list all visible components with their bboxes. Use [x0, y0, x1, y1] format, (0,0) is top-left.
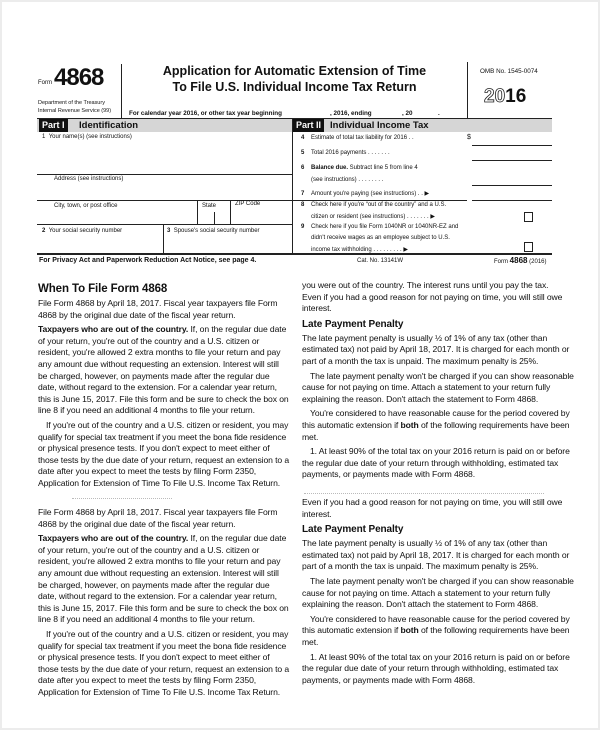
state-field[interactable]: State	[202, 203, 217, 209]
paragraph: Even if you had a good reason for not paying on time, you will still owe interest.	[302, 291, 563, 314]
divider	[292, 200, 467, 201]
form-title-line2: To File U.S. Individual Income Tax Return	[172, 80, 417, 94]
line-number: 6	[301, 165, 305, 171]
dollar-sign: $	[467, 134, 471, 141]
paragraph: File Form 4868 by April 18, 2017. Fiscal year taxpayers file Form 4868 by the original due date of the fiscal year return.	[38, 507, 278, 529]
line-8-cont: citizen or resident (see instructions) . . . . . . . ▶	[311, 214, 435, 220]
paragraph	[302, 408, 574, 443]
line-9	[301, 224, 458, 230]
line-9-cont: didn't receive wages as an employee subject to U.S.	[311, 235, 450, 241]
irs-label: Internal Revenue Service (99)	[38, 108, 112, 114]
bold-lead: Taxpayers who are out of the country.	[38, 324, 189, 335]
divider	[197, 200, 198, 224]
part1-title: Identification	[79, 120, 139, 131]
line-number: 8	[301, 202, 305, 208]
line-number: 3	[167, 228, 171, 234]
line-6-cont: (see instructions) . . . . . . . .	[311, 177, 384, 183]
divider	[72, 498, 172, 499]
bold-word: both	[400, 419, 419, 430]
left-instructions	[38, 282, 290, 493]
address-field[interactable]: Address (see instructions)	[54, 176, 124, 182]
tax-year-dot: .	[438, 110, 440, 117]
form-1040nr-checkbox[interactable]	[524, 242, 533, 252]
tax-year-mid: , 2016, ending	[330, 110, 372, 117]
out-of-country-checkbox[interactable]	[524, 212, 533, 222]
paragraph-text: of the following requirements have been met.	[302, 625, 570, 647]
paragraph: The late payment penalty won't be charged if you can show reasonable cause for not paying on time. Attach a statement to your return fully explaining the reason. Don't attach the statement to Form 4868.	[302, 575, 574, 610]
divider	[37, 224, 292, 225]
year-bold: 16	[505, 86, 527, 107]
form-label: Form	[494, 259, 508, 265]
tax-year-end: , 20	[402, 110, 413, 117]
divider	[467, 62, 468, 119]
department: Department of the Treasury	[38, 100, 105, 106]
spouse-ssn-label: Spouse's social security number	[173, 228, 260, 234]
paragraph: Even if you had a good reason for not paying on time, you will still owe interest.	[302, 497, 563, 519]
left-instructions-repeat	[38, 507, 290, 702]
paragraph-text: If, on the regular due date of your return, you're out of the country and a U.S. citizen or resident, you're allowed 2 extra months to file your return and pay any amount due without requesting an extension. Interest will still be charged, however, on payments made after the regular due date, without regard to the extension. For a calendar year return, this is June 15, 2017. File this form and be sure to check the box on line 8 if you need an additional 4 months to file your return.	[38, 324, 289, 416]
right-instructions-repeat	[302, 497, 574, 689]
footer-form-id	[494, 256, 546, 265]
part1-label: Part I	[39, 119, 68, 132]
paragraph: The late payment penalty won't be charged if you can show reasonable cause for not paying on time. Attach a statement to your return fully explaining the reason. Don't attach the statement to Form 4868.	[302, 370, 574, 404]
line-5	[301, 150, 390, 156]
line-number: 2	[42, 228, 46, 234]
line-8	[301, 202, 446, 208]
bold-word: both	[400, 625, 419, 636]
line-number: 4	[301, 135, 305, 141]
line-7	[301, 190, 429, 197]
line-4	[301, 135, 414, 141]
cat-number: Cat. No. 13141W	[357, 258, 404, 264]
tax-year	[484, 86, 526, 108]
divider	[214, 212, 215, 224]
ssn-label: Your social security number	[48, 228, 123, 234]
section-heading: When To File Form 4868	[38, 283, 168, 295]
paragraph: If you're out of the country and a U.S. citizen or resident, you may qualify for special tax treatment if you meet the bona fide residence or physical presence tests. If you don't expect to meet either of those tests by the due date of your return, request an extension to a date after you expect to meet the tests by filing Form 2350, Application for Extension of Time To File U.S. Income Tax Return.	[38, 628, 290, 697]
privacy-notice: For Privacy Act and Paperwork Reduction Act Notice, see page 4.	[39, 257, 257, 264]
bold-lead: Taxpayers who are out of the country.	[38, 533, 189, 544]
paragraph-text: You're considered to have reasonable cause for the period covered by this automatic extension if	[302, 613, 570, 636]
line-text: Amount you're paying (see instructions) . . ▶	[311, 191, 430, 197]
city-field[interactable]: City, town, or post office	[54, 203, 118, 209]
line-text: Check here if you file Form 1040NR or 1040NR-EZ and	[311, 224, 459, 230]
line-text: Total 2016 payments . . . . . . .	[311, 150, 390, 156]
ssn-field[interactable]	[42, 228, 122, 234]
line-7-input[interactable]	[472, 200, 552, 201]
line-number: 1	[42, 134, 46, 140]
line-text: Estimate of total tax liability for 2016 . .	[311, 135, 414, 141]
line-4-input[interactable]	[472, 145, 552, 146]
name-field[interactable]	[42, 134, 132, 140]
form-number: 4868	[509, 256, 528, 265]
part2-title: Individual Income Tax	[330, 120, 429, 131]
spouse-ssn-field[interactable]	[167, 228, 260, 234]
omb-number: OMB No. 1545-0074	[480, 68, 538, 75]
paragraph-text: If, on the regular due date of your return, you're out of the country and a U.S. citizen or resident, you're allowed 2 extra months to file your return and pay any amount due without requesting an extension. Interest will still be charged, however, on payments made after the regular due date, without regard to the extension. For a calendar year return, this is June 15, 2017. File this form and be sure to check the box on line 8 if you need an additional 4 months to file your return.	[38, 533, 289, 625]
form-label: Form	[38, 80, 52, 86]
divider	[230, 200, 231, 224]
paragraph: If you're out of the country and a U.S. citizen or resident, you may qualify for special tax treatment if you meet the bona fide residence or physical presence tests. If you don't expect to meet either of those tests by the due date of your return, request an extension to a date after you expect to meet the tests by filing Form 2350, Application for Extension of Time To File U.S. Income Tax Return.	[38, 419, 290, 488]
line-bold: Balance due.	[311, 165, 349, 171]
tax-year-label: For calendar year 2016, or other tax year beginning	[129, 110, 282, 117]
line-5-input[interactable]	[472, 160, 552, 161]
line-6-input[interactable]	[472, 185, 552, 186]
line-6	[301, 165, 418, 171]
part1-header	[37, 119, 292, 132]
paragraph	[38, 324, 290, 417]
paragraph: you were out of the country. The interest runs until you pay the tax.	[302, 280, 549, 290]
paragraph: 1. At least 90% of the total tax on your 2016 return is paid on or before the regular due date of your return through withholding, estimated tax payments, or payments made with Form 4868.	[302, 446, 570, 480]
line-text: Check here if you're “out of the country” and a U.S.	[311, 202, 447, 208]
section-heading: Late Payment Penalty	[302, 318, 404, 330]
paragraph: 1. At least 90% of the total tax on your 2016 return is paid on or before the regular due date of your return through withholding, estimated tax payments, or payments made with Form 4868.	[302, 651, 570, 685]
line-number: 9	[301, 224, 305, 230]
form-year: (2016)	[529, 259, 547, 265]
paragraph	[302, 614, 574, 649]
divider	[37, 253, 552, 255]
divider	[304, 493, 544, 494]
form-number: 4868	[54, 64, 104, 91]
divider	[292, 119, 293, 253]
line-number: 5	[301, 150, 305, 156]
name-label: Your name(s) (see instructions)	[48, 134, 132, 140]
divider	[163, 224, 164, 253]
part2-label: Part II	[293, 119, 324, 132]
section-heading: Late Payment Penalty	[302, 524, 404, 536]
part2-header	[292, 119, 552, 132]
paragraph: File Form 4868 by April 18, 2017. Fiscal year taxpayers file Form 4868 by the original due date of the fiscal year return.	[38, 298, 278, 320]
paragraph-text: of the following requirements have been met.	[302, 419, 570, 442]
year-outline: 20	[484, 86, 506, 107]
paragraph	[38, 533, 290, 626]
paragraph: The late payment penalty is usually ½ of 1% of any tax (other than estimated tax) not paid by April 18, 2017. It is charged for each month or part of a month the tax is unpaid. The maximum penalty is 25%.	[302, 538, 570, 572]
line-text: Subtract line 5 from line 4	[348, 165, 418, 171]
paragraph: The late payment penalty is usually ½ of 1% of any tax (other than estimated tax) not paid by April 18, 2017. It is charged for each month or part of a month the tax is unpaid. The maximum penalty is 25%.	[302, 332, 570, 366]
paragraph-text: You're considered to have reasonable cause for the period covered by this automatic extension if	[302, 408, 570, 430]
form-title-line1: Application for Automatic Extension of Time	[162, 64, 427, 78]
right-instructions	[302, 280, 574, 484]
line-9-cont2: income tax withholding . . . . . . . . . ▶	[311, 247, 408, 253]
divider	[37, 174, 292, 175]
zip-field[interactable]: ZIP Code	[235, 201, 261, 207]
line-number: 7	[301, 191, 305, 197]
